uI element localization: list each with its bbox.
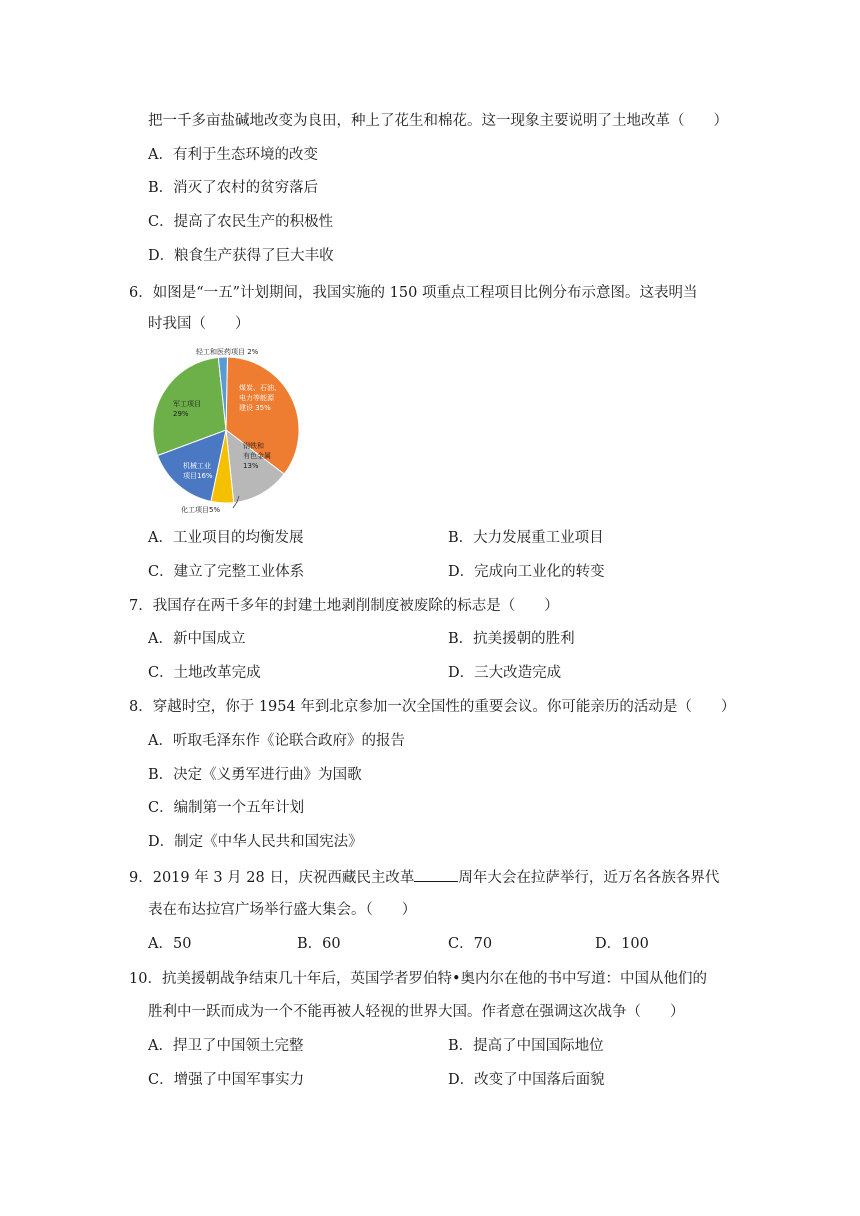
q5-option-d[interactable]: D．粮食生产获得了巨大丰收 bbox=[148, 248, 334, 264]
pie-label-line: 钢铁和 bbox=[243, 442, 264, 450]
q10-option-b[interactable]: B．提高了中国国际地位 bbox=[448, 1038, 604, 1054]
q7-option-a[interactable]: A．新中国成立 bbox=[148, 631, 246, 647]
q9-option-c[interactable]: C．70 bbox=[448, 936, 493, 952]
q5-option-a[interactable]: A．有利于生态环境的改变 bbox=[148, 147, 318, 163]
q8-option-b[interactable]: B．决定《义勇军进行曲》为国歌 bbox=[148, 767, 362, 783]
q10-stem-cont: 胜利中一跃而成为一个不能再被人轻视的世界大国。作者意在强调这次战争（ ） bbox=[148, 1004, 685, 1020]
pie-label-line: 电力等能源 bbox=[239, 394, 274, 402]
q9-stem-cont: 表在布达拉宫广场举行盛大集会。（ ） bbox=[148, 902, 417, 918]
pie-label-line: 军工项目 bbox=[173, 400, 201, 408]
q6-option-d[interactable]: D．完成向工业化的转变 bbox=[448, 564, 605, 580]
q7-option-d[interactable]: D．三大改造完成 bbox=[448, 665, 562, 681]
pie-label-line: 轻工和医药项目 2% bbox=[196, 348, 259, 356]
q10-option-a[interactable]: A．捍卫了中国领土完整 bbox=[148, 1038, 304, 1054]
q5-stem: 把一千多亩盐碱地改变为良田，种上了花生和棉花。这一现象主要说明了土地改革（ ） bbox=[148, 113, 728, 129]
q8-stem: 8．穿越时空，你于 1954 年到北京参加一次全国性的重要会议。你可能亲历的活动是（ ） bbox=[129, 699, 736, 715]
q9-stem bbox=[129, 867, 719, 888]
q9-stem-part-b: 周年大会在拉萨举行，近万名各族各界代 bbox=[458, 870, 720, 886]
pie-label-line: 化工项目5% bbox=[181, 506, 221, 514]
q9-option-b[interactable]: B．60 bbox=[297, 936, 341, 952]
q9-option-a[interactable]: A．50 bbox=[148, 936, 192, 952]
pie-label-2 bbox=[181, 505, 220, 514]
pie-label-line: 29% bbox=[173, 410, 189, 418]
q6-stem: 6．如图是“一五”计划期间，我国实施的 150 项重点工程项目比例分布示意图。这表明当 bbox=[129, 285, 698, 301]
q6-option-a[interactable]: A．工业项目的均衡发展 bbox=[148, 530, 304, 546]
q6-option-c[interactable]: C．建立了完整工业体系 bbox=[148, 564, 305, 580]
q7-option-b[interactable]: B．抗美援朝的胜利 bbox=[448, 631, 575, 647]
pie-label-line: 有色金属 bbox=[243, 452, 271, 460]
q5-option-c[interactable]: C．提高了农民生产的积极性 bbox=[148, 214, 334, 230]
q8-option-c[interactable]: C．编制第一个五年计划 bbox=[148, 800, 305, 816]
pie-label-line: 建设 35% bbox=[239, 404, 271, 412]
q10-stem: 10．抗美援朝战争结束几十年后，英国学者罗伯特•奥内尔在他的书中写道：中国从他们的 bbox=[129, 971, 707, 987]
pie-chart bbox=[147, 340, 305, 518]
q10-option-c[interactable]: C．增强了中国军事实力 bbox=[148, 1072, 305, 1088]
q9-stem-part-a: 9．2019 年 3 月 28 日，庆祝西藏民主改革 bbox=[129, 870, 415, 886]
pie-label-line: 煤炭、石油、 bbox=[239, 384, 281, 392]
q9-option-d[interactable]: D．100 bbox=[595, 936, 649, 952]
q8-option-d[interactable]: D．制定《中华人民共和国宪法》 bbox=[148, 834, 363, 850]
pie-label-line: 机械工业 bbox=[183, 462, 211, 470]
q9-blank bbox=[414, 867, 458, 882]
pie-label-5 bbox=[196, 347, 259, 356]
q10-option-d[interactable]: D．改变了中国落后面貌 bbox=[448, 1072, 605, 1088]
q6-stem-cont: 时我国（ ） bbox=[148, 316, 250, 332]
q8-option-a[interactable]: A．听取毛泽东作《论联合政府》的报告 bbox=[148, 733, 405, 749]
q7-stem: 7．我国存在两千多年的封建土地剥削制度被废除的标志是（ ） bbox=[129, 598, 559, 614]
q6-option-b[interactable]: B．大力发展重工业项目 bbox=[448, 530, 604, 546]
pie-label-line: 13% bbox=[243, 462, 259, 470]
pie-label-line: 项目16% bbox=[183, 472, 213, 480]
q5-option-b[interactable]: B．消灭了农村的贫穷落后 bbox=[148, 180, 319, 196]
q7-option-c[interactable]: C．土地改革完成 bbox=[148, 665, 261, 681]
pie-chart-svg bbox=[147, 340, 305, 518]
